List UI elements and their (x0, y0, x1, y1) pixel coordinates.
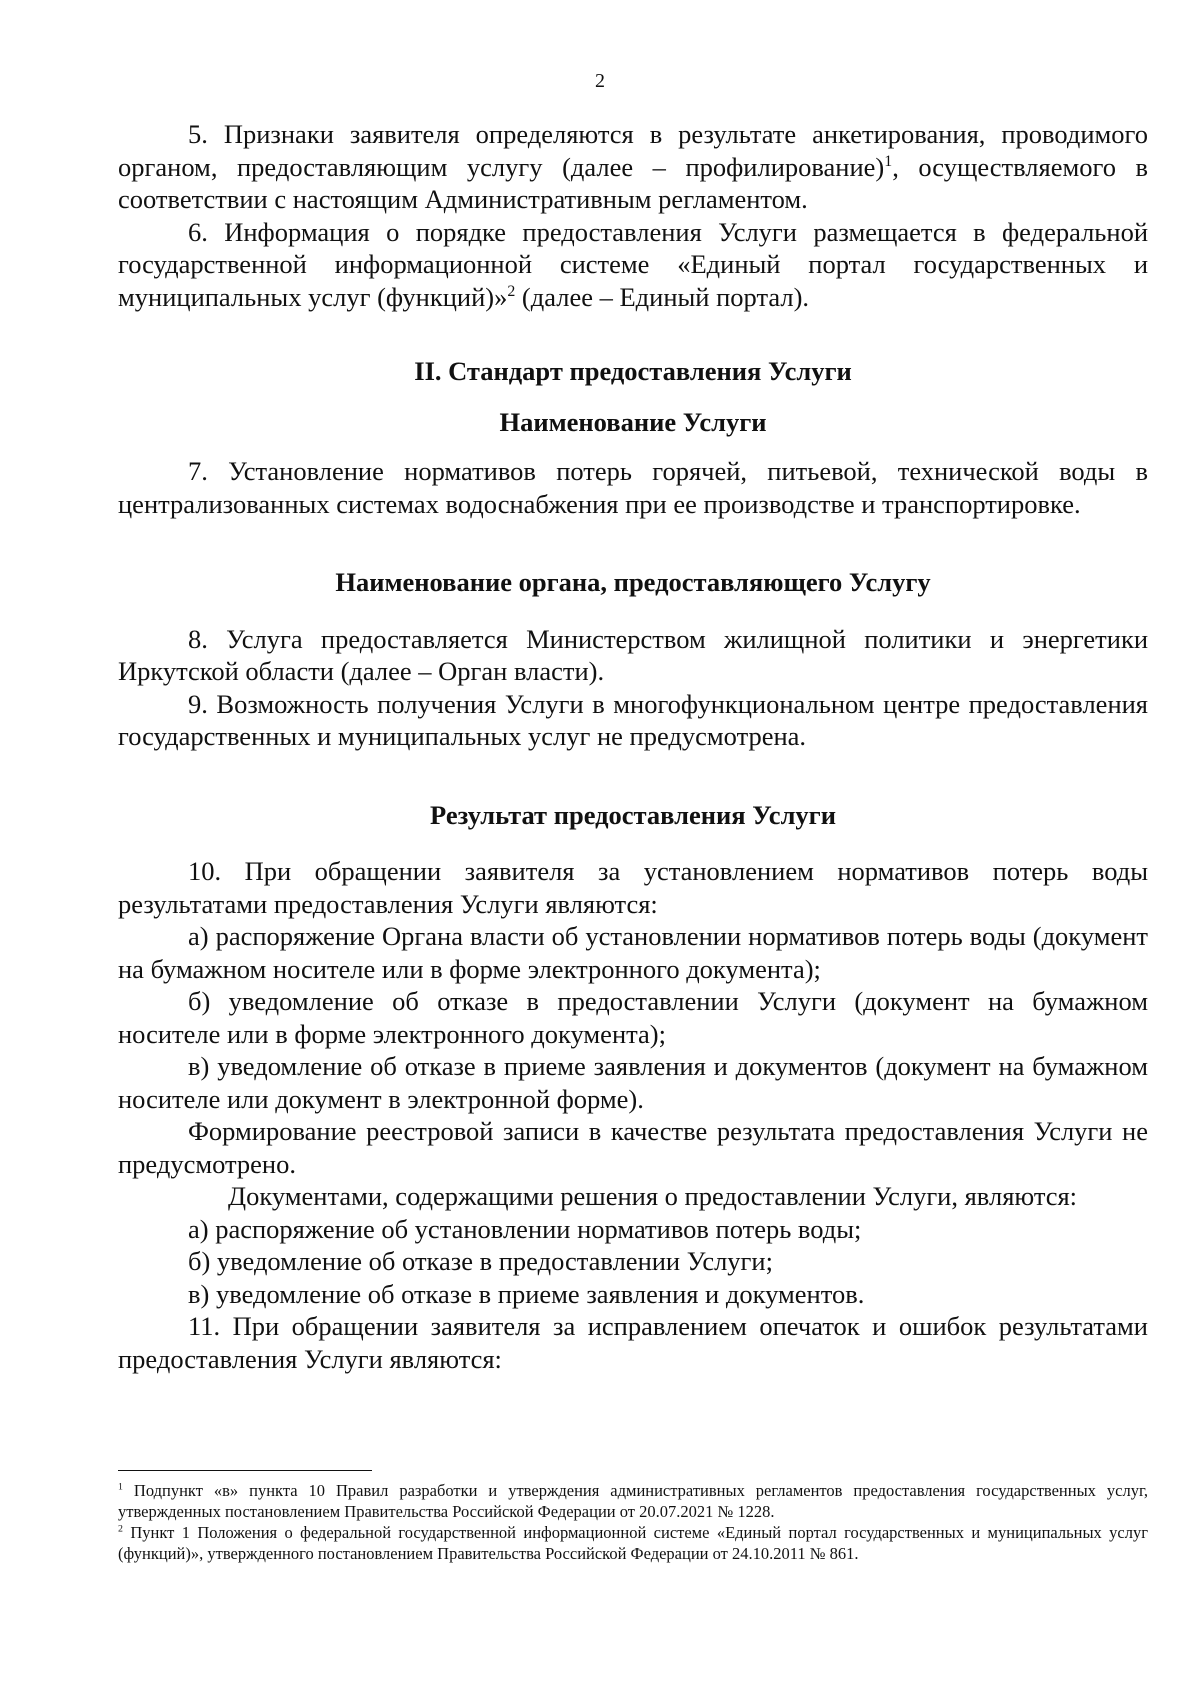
page-number: 2 (595, 70, 605, 92)
footnote-ref-1: 1 (884, 152, 893, 170)
footnote-2-text: Пункт 1 Положения о федеральной государственной информационной системе «Единый портал государственных и муниципальных услуг (функций)», утвержденного постановлением Правительства Российской Федерации от 24.10.2011 № 861. (118, 1523, 1148, 1563)
paragraph-5-text: 5. Признаки заявителя определяются в результате анкетирования, проводимого органом, предоставляющим услугу (далее – профилирование) (118, 119, 1148, 182)
footnote-1-text: Подпункт «в» пункта 10 Правил разработки и утверждения административных регламентов предоставления государственных услуг, утвержденных постановлением Правительства Российской Федерации от 20.07.2021 № 1228. (118, 1481, 1148, 1521)
paragraph-10-g: б) уведомление об отказе в предоставлении Услуги; (188, 1246, 773, 1276)
footnote-1-number: 1 (118, 1481, 123, 1493)
footnote-2-number: 2 (118, 1523, 123, 1535)
paragraph-5-text-end: , осуществляемого в соответствии с настоящим Административным регламентом. (118, 151, 1148, 214)
paragraph-8: 8. Услуга предоставляется Министерством жилищной политики и энергетики Иркутской области (далее – Орган власти). (118, 623, 1148, 686)
footnotes (118, 1480, 1148, 1564)
footnote-separator (118, 1470, 372, 1471)
footnote-ref-2: 2 (507, 282, 516, 300)
paragraph-6-text: 6. Информация о порядке предоставления Услуги размещается в федеральной государственной информационной системе «Единый портал государственных и муниципальных услуг (функций)» (118, 216, 1148, 312)
paragraph-11: 11. При обращении заявителя за исправлением опечаток и ошибок результатами предоставления Услуги являются: (118, 1311, 1148, 1374)
paragraph-10-b: б) уведомление об отказе в предоставлении Услуги (документ на бумажном носителе или в форме электронного документа); (118, 986, 1148, 1049)
paragraph-10-h: в) уведомление об отказе в приеме заявления и документов. (188, 1278, 865, 1309)
paragraph-7: 7. Установление нормативов потерь горячей, питьевой, технической воды в централизованных системах водоснабжения при ее производстве и транспортировке. (118, 456, 1148, 519)
footnote-1 (118, 1480, 1148, 1522)
document-body (118, 118, 1148, 1375)
heading-organ: Наименование органа, предоставляющего Услугу (335, 567, 931, 597)
footnote-2 (118, 1522, 1148, 1564)
heading-service-name: Наименование Услуги (499, 406, 767, 437)
paragraph-10-a: а) распоряжение Органа власти об установлении нормативов потерь воды (документ на бумажном носителе или в форме электронного документа); (118, 921, 1148, 984)
paragraph-5 (118, 118, 1148, 216)
paragraph-10-d: Формирование реестровой записи в качестве результата предоставления Услуги не предусмотрено. (118, 1116, 1148, 1179)
paragraph-10-c: в) уведомление об отказе в приеме заявления и документов (документ на бумажном носителе или документ в электронной форме). (118, 1051, 1148, 1114)
section-title: II. Стандарт предоставления Услуги (414, 356, 852, 386)
paragraph-10-e: Документами, содержащими решения о предоставлении Услуги, являются: (228, 1181, 1078, 1211)
paragraph-10: 10. При обращении заявителя за установлением нормативов потерь воды результатами предоставления Услуги являются: (118, 856, 1148, 919)
heading-result: Результат предоставления Услуги (430, 799, 836, 830)
paragraph-9: 9. Возможность получения Услуги в многофункциональном центре предоставления государственных и муниципальных услуг не предусмотрена. (118, 688, 1148, 751)
paragraph-10-f: а) распоряжение об установлении нормативов потерь воды; (188, 1213, 862, 1244)
paragraph-6-text-end: (далее – Единый портал). (515, 281, 810, 312)
paragraph-6 (118, 216, 1148, 314)
